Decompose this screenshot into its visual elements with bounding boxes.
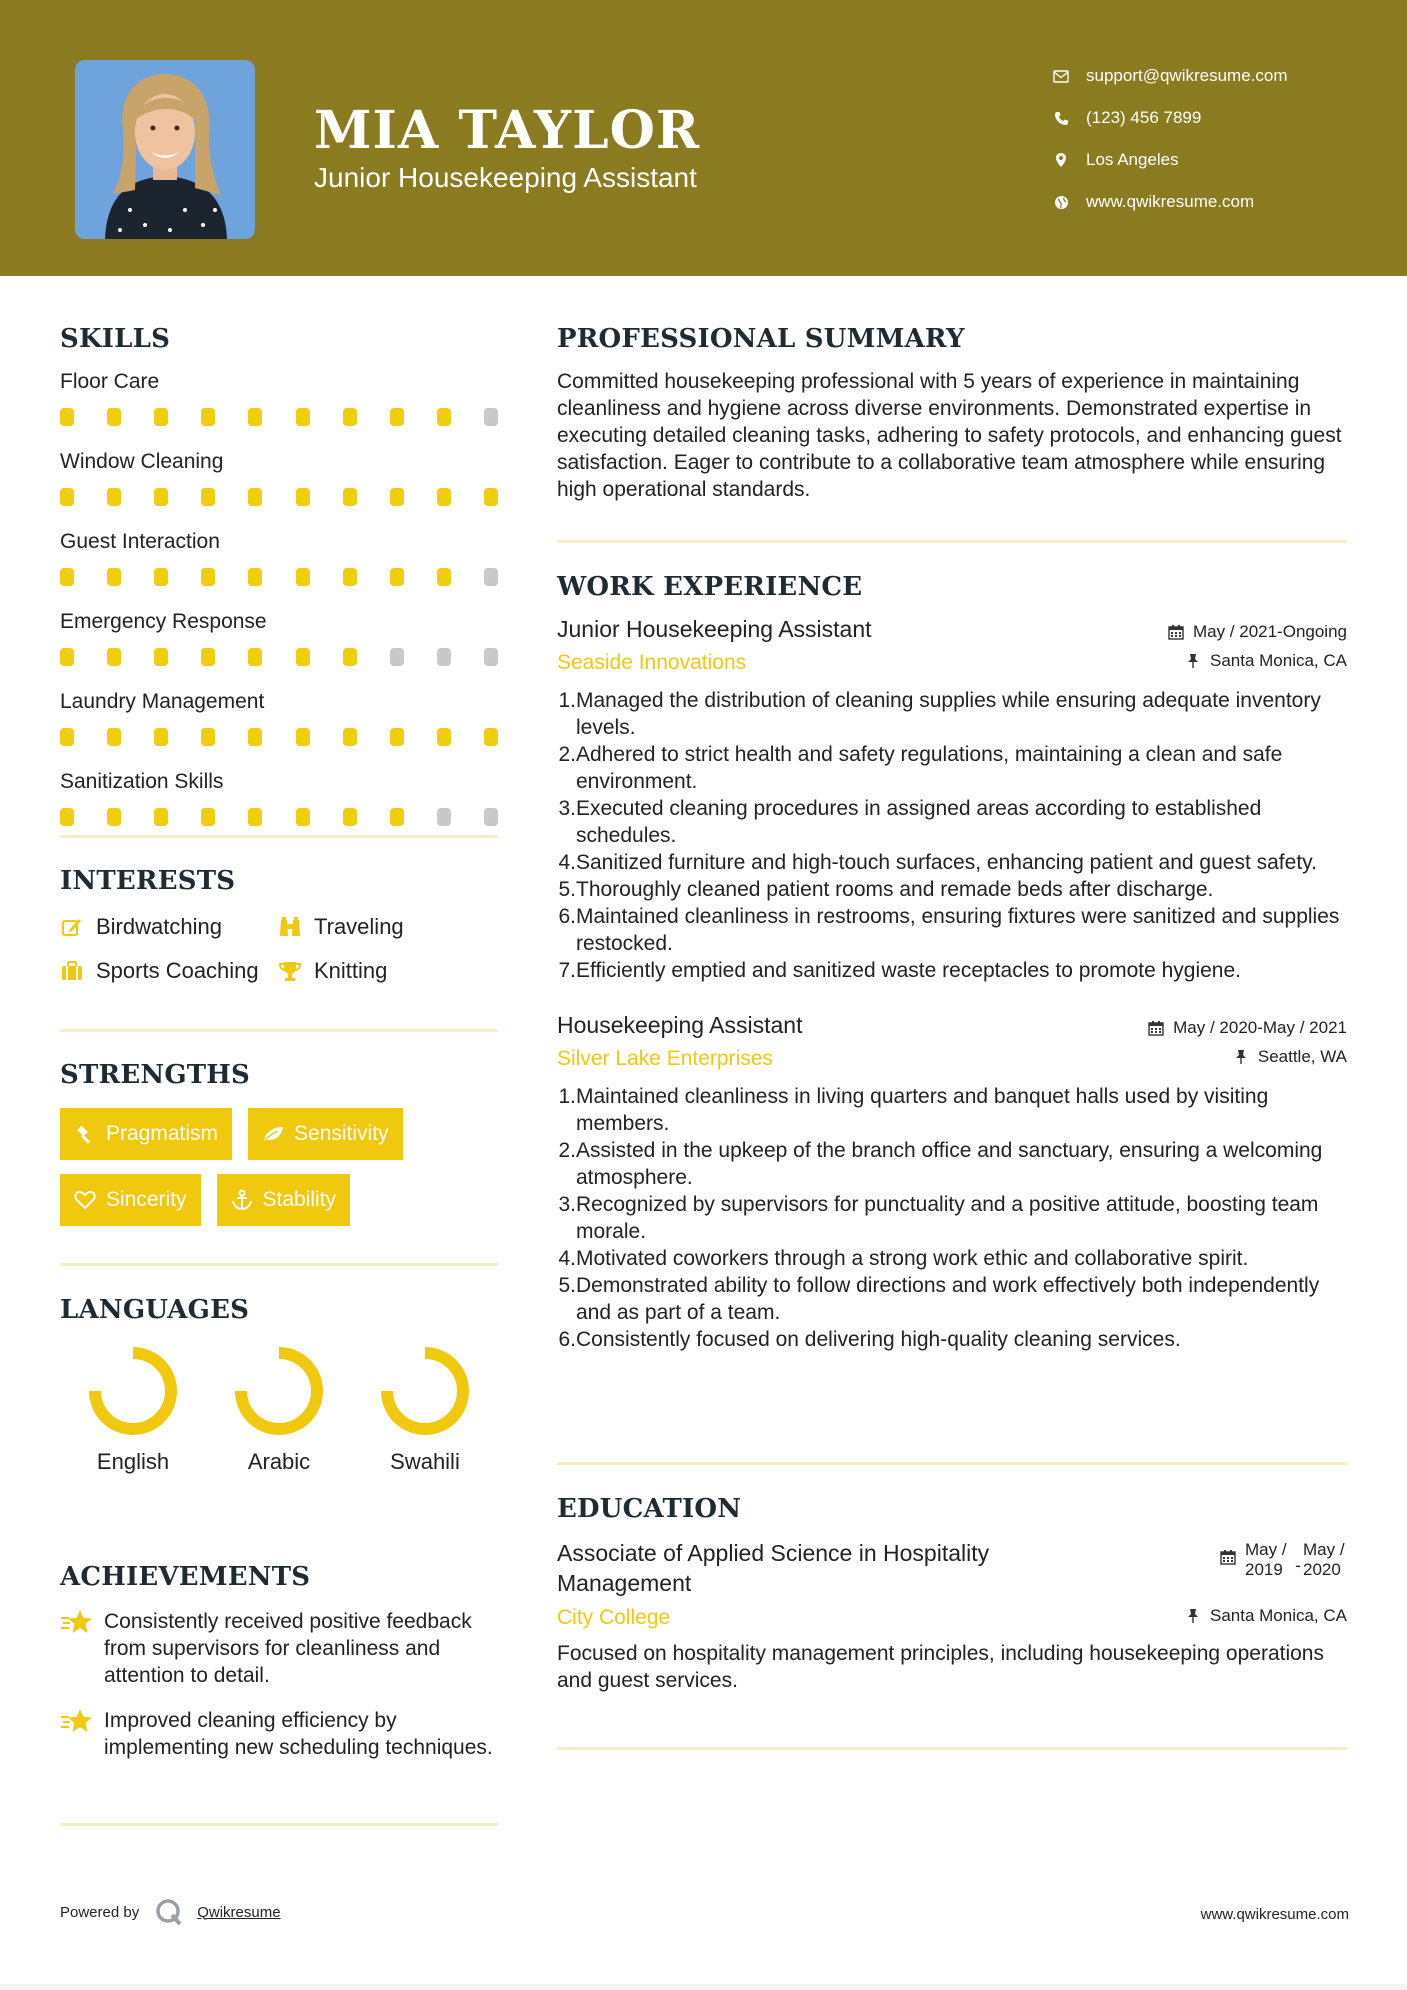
- job-entry: [557, 1012, 1347, 1353]
- job-bullet: [557, 1191, 1347, 1245]
- job-dates-text: May / 2021-Ongoing: [1192, 622, 1347, 641]
- edu-date-dash: -: [1295, 1556, 1301, 1575]
- contact-email[interactable]: [1050, 55, 1288, 97]
- school-name: City College: [557, 1606, 671, 1629]
- pushpin-icon: [1232, 1048, 1250, 1066]
- languages-list: [60, 1345, 498, 1475]
- rating-dot-filled: [390, 808, 404, 826]
- job-location: [1232, 1047, 1347, 1067]
- skill-rating: [60, 488, 498, 506]
- education-dates: [1219, 1540, 1347, 1580]
- degree-line: Associate of Applied Science in Hospitality: [557, 1540, 990, 1566]
- interest-item: [278, 914, 498, 940]
- job-bullet: [557, 1083, 1347, 1137]
- job-bullet: [557, 1272, 1347, 1326]
- strength-label: Sincerity: [106, 1188, 187, 1211]
- skill-item: [60, 448, 498, 506]
- bullet-number: 2.: [558, 743, 576, 766]
- job-bullet: [557, 687, 1347, 741]
- strength-tag: [248, 1108, 403, 1160]
- rating-dot-filled: [390, 728, 404, 746]
- job-subheader: [557, 651, 1347, 675]
- rating-dot-filled: [343, 408, 357, 426]
- rating-dot-filled: [390, 408, 404, 426]
- summary-section: [557, 324, 1347, 503]
- rating-dot-empty: [437, 648, 451, 666]
- job-location-text: Seattle, WA: [1257, 1047, 1347, 1066]
- degree-name: [557, 1538, 989, 1598]
- resume-header: [0, 0, 1407, 276]
- language-name: Swahili: [390, 1449, 460, 1474]
- rating-dot-filled: [343, 488, 357, 506]
- rating-dot-filled: [484, 488, 498, 506]
- language-name: Arabic: [247, 1449, 311, 1474]
- phone-icon: [1050, 107, 1072, 129]
- rating-dot-filled: [343, 808, 357, 826]
- gavel-icon: [74, 1123, 96, 1145]
- strength-tag: [217, 1174, 351, 1226]
- skill-item: [60, 368, 498, 426]
- calendar-icon: [1147, 1019, 1165, 1037]
- rating-dot-filled: [201, 568, 215, 586]
- qwikresume-link[interactable]: Qwikresume: [197, 1903, 281, 1921]
- pushpin-icon: [1184, 1607, 1202, 1625]
- anchor-icon: [231, 1189, 253, 1211]
- skill-rating: [60, 728, 498, 746]
- job-dates: [1147, 1018, 1347, 1038]
- education-description: Focused on hospitality management principles, including housekeeping operations and guest services.: [557, 1642, 1324, 1692]
- rating-dot-filled: [437, 568, 451, 586]
- strengths-list: [60, 1108, 498, 1226]
- strength-label: Stability: [262, 1188, 337, 1211]
- skill-name: Sanitization Skills: [60, 770, 224, 793]
- leaf-icon: [262, 1123, 284, 1145]
- bullet-text: Executed cleaning procedures in assigned areas according to established schedules.: [576, 797, 1262, 847]
- bullet-text: Consistently focused on delivering high-quality cleaning services.: [576, 1328, 1181, 1351]
- interest-item: [60, 958, 278, 984]
- language-ring: [233, 1345, 325, 1437]
- company-name: Seaside Innovations: [557, 651, 747, 674]
- languages-heading: LANGUAGES: [60, 1295, 250, 1325]
- binoculars-icon: [278, 915, 302, 939]
- rating-dot-filled: [248, 648, 262, 666]
- achievement-item: [60, 1707, 498, 1761]
- bullet-text: Recognized by supervisors for punctuality and a positive attitude, boosting team morale.: [576, 1193, 1319, 1243]
- rating-dot-filled: [248, 728, 262, 746]
- summary-text: Committed housekeeping professional with 5 years of experience in maintaining cleanliness and hygiene across diverse environments. Demonstrated expertise in executing detailed cleaning tasks, adhering to safety protocols, and enhancing guest satisfaction. Eager to contribute to a collaborative team atmosphere while ensuring high operational standards.: [557, 370, 1342, 501]
- job-role: Junior Housekeeping Assistant: [557, 616, 872, 642]
- interests-heading: INTERESTS: [60, 866, 236, 896]
- rating-dot-filled: [248, 568, 262, 586]
- rating-dot-filled: [60, 568, 74, 586]
- language-ring-arc: [387, 1353, 463, 1429]
- interest-label: Traveling: [314, 914, 404, 939]
- rating-dot-filled: [154, 728, 168, 746]
- job-bullets: [557, 1083, 1347, 1353]
- strength-tag: [60, 1174, 201, 1226]
- skills-heading: SKILLS: [60, 324, 171, 354]
- edu-end-year: 2020: [1303, 1560, 1341, 1579]
- summary-heading: PROFESSIONAL SUMMARY: [557, 324, 965, 354]
- bullet-text: Maintained cleanliness in living quarters and banquet halls used by visiting members.: [576, 1085, 1269, 1135]
- job-bullets: [557, 687, 1347, 984]
- education-heading: EDUCATION: [557, 1494, 742, 1524]
- edu-start: [1245, 1540, 1293, 1580]
- rating-dot-filled: [107, 488, 121, 506]
- company-name: Silver Lake Enterprises: [557, 1047, 773, 1070]
- job-header: [557, 616, 1347, 643]
- edu-start-year: 2019: [1245, 1560, 1283, 1579]
- globe-icon: [1050, 191, 1072, 213]
- job-bullet: [557, 903, 1347, 957]
- bullet-number: 6.: [558, 905, 576, 928]
- rating-dot-filled: [154, 648, 168, 666]
- strengths-heading: STRENGTHS: [60, 1060, 251, 1090]
- contact-location-text: Los Angeles: [1086, 150, 1179, 169]
- bullet-text: Demonstrated ability to follow directions and work effectively both independently and as part of a team.: [576, 1274, 1320, 1324]
- rating-dot-filled: [60, 728, 74, 746]
- rating-dot-filled: [390, 568, 404, 586]
- skill-item: [60, 608, 498, 666]
- language-item: [352, 1345, 498, 1475]
- rating-dot-filled: [201, 488, 215, 506]
- rating-dot-empty: [437, 808, 451, 826]
- powered-by-text: Powered by: [60, 1903, 140, 1921]
- education-location-text: Santa Monica, CA: [1209, 1606, 1347, 1625]
- languages-section: [60, 1295, 498, 1475]
- interest-item: [278, 958, 498, 984]
- rating-dot-filled: [154, 568, 168, 586]
- rating-dot-filled: [437, 488, 451, 506]
- job-bullet: [557, 957, 1347, 984]
- language-ring-arc: [95, 1353, 171, 1429]
- bullet-number: 5.: [558, 878, 576, 901]
- bullet-text: Adhered to strict health and safety regulations, maintaining a clean and safe environment.: [576, 743, 1283, 793]
- job-bullet: [557, 849, 1347, 876]
- section-divider: [60, 1029, 498, 1032]
- section-divider: [557, 540, 1347, 543]
- briefcase-icon: [60, 959, 84, 983]
- rating-dot-empty: [390, 648, 404, 666]
- rating-dot-filled: [201, 728, 215, 746]
- section-divider: [557, 1747, 1347, 1750]
- interest-item: [60, 914, 278, 940]
- rating-dot-filled: [201, 648, 215, 666]
- language-name: English: [96, 1449, 170, 1474]
- rating-dot-filled: [296, 408, 310, 426]
- language-item: [60, 1345, 206, 1475]
- rating-dot-filled: [60, 648, 74, 666]
- star-icon: [60, 1707, 94, 1735]
- qwikresume-logo-icon: [155, 1898, 183, 1926]
- calendar-icon: [1219, 1548, 1237, 1566]
- achievements-heading: ACHIEVEMENTS: [60, 1562, 311, 1592]
- bullet-number: 2.: [558, 1139, 576, 1162]
- contact-email-text: support@qwikresume.com: [1086, 66, 1288, 85]
- rating-dot-filled: [107, 808, 121, 826]
- bullet-number: 3.: [558, 1193, 576, 1216]
- job-bullet: [557, 876, 1347, 903]
- job-bullet: [557, 741, 1347, 795]
- rating-dot-filled: [296, 568, 310, 586]
- bullet-number: 4.: [558, 1247, 576, 1270]
- achievements-section: [60, 1562, 498, 1761]
- language-ring: [379, 1345, 471, 1437]
- job-subheader: [557, 1047, 1347, 1071]
- edu-start-month: May /: [1245, 1540, 1287, 1559]
- rating-dot-empty: [484, 648, 498, 666]
- rating-dot-filled: [60, 488, 74, 506]
- rating-dot-filled: [390, 488, 404, 506]
- strength-label: Pragmatism: [106, 1122, 219, 1145]
- interests-list: [60, 914, 498, 984]
- skills-section: [60, 324, 498, 826]
- rating-dot-filled: [437, 408, 451, 426]
- achievement-text: Improved cleaning efficiency by implementing new scheduling techniques.: [104, 1709, 493, 1759]
- bullet-number: 4.: [558, 851, 576, 874]
- trophy-icon: [278, 959, 302, 983]
- rating-dot-empty: [484, 808, 498, 826]
- degree-line: Management: [557, 1570, 692, 1596]
- bullet-text: Thoroughly cleaned patient rooms and remade beds after discharge.: [576, 878, 1214, 901]
- skill-item: [60, 688, 498, 746]
- strength-label: Sensitivity: [294, 1122, 389, 1145]
- bullet-text: Managed the distribution of cleaning supplies while ensuring adequate inventory levels.: [576, 689, 1321, 739]
- rating-dot-filled: [437, 728, 451, 746]
- pencil-icon: [60, 915, 84, 939]
- rating-dot-filled: [248, 408, 262, 426]
- bullet-number: 1.: [558, 689, 576, 712]
- candidate-title: Junior Housekeeping Assistant: [314, 162, 697, 193]
- job-entry: [557, 616, 1347, 984]
- rating-dot-filled: [154, 808, 168, 826]
- language-ring-arc: [241, 1353, 317, 1429]
- achievement-text: Consistently received positive feedback from supervisors for cleanliness and attention to detail.: [104, 1610, 472, 1687]
- rating-dot-filled: [201, 408, 215, 426]
- interests-section: [60, 866, 498, 984]
- bullet-text: Maintained cleanliness in restrooms, ensuring fixtures were sanitized and supplies restocked.: [576, 905, 1340, 955]
- edu-end-month: May /: [1303, 1540, 1345, 1559]
- skill-rating: [60, 408, 498, 426]
- rating-dot-filled: [248, 488, 262, 506]
- section-divider: [60, 1823, 498, 1826]
- skill-name: Emergency Response: [60, 610, 267, 633]
- job-location: [1184, 651, 1347, 671]
- rating-dot-filled: [60, 408, 74, 426]
- education-location: [1184, 1606, 1347, 1626]
- rating-dot-empty: [484, 568, 498, 586]
- bullet-number: 1.: [558, 1085, 576, 1108]
- bullet-text: Sanitized furniture and high-touch surfaces, enhancing patient and guest safety.: [576, 851, 1317, 874]
- contact-list: [1050, 55, 1288, 223]
- skills-list: [60, 368, 498, 826]
- interest-label: Knitting: [314, 958, 388, 983]
- rating-dot-filled: [343, 648, 357, 666]
- skill-name: Laundry Management: [60, 690, 265, 713]
- rating-dot-filled: [343, 568, 357, 586]
- skill-rating: [60, 568, 498, 586]
- job-role: Housekeeping Assistant: [557, 1012, 803, 1038]
- profile-photo: [75, 60, 255, 239]
- envelope-icon: [1050, 65, 1072, 87]
- rating-dot-filled: [154, 408, 168, 426]
- experience-heading: WORK EXPERIENCE: [557, 572, 863, 602]
- strengths-section: [60, 1060, 498, 1226]
- rating-dot-filled: [107, 408, 121, 426]
- rating-dot-filled: [296, 808, 310, 826]
- bullet-text: Efficiently emptied and sanitized waste receptacles to promote hygiene.: [576, 959, 1241, 982]
- rating-dot-filled: [201, 808, 215, 826]
- section-divider: [60, 835, 498, 838]
- strength-tag: [60, 1108, 232, 1160]
- skill-name: Window Cleaning: [60, 450, 224, 473]
- job-dates: [1167, 622, 1347, 642]
- language-item: [206, 1345, 352, 1475]
- skill-item: [60, 768, 498, 826]
- bullet-text: Assisted in the upkeep of the branch office and sanctuary, ensuring a welcoming atmosphere.: [576, 1139, 1323, 1189]
- experience-section: [557, 572, 1347, 1353]
- rating-dot-filled: [296, 648, 310, 666]
- heart-icon: [74, 1189, 96, 1211]
- job-location-text: Santa Monica, CA: [1209, 651, 1347, 670]
- rating-dot-filled: [107, 728, 121, 746]
- rating-dot-filled: [107, 568, 121, 586]
- star-icon: [60, 1608, 94, 1636]
- contact-phone[interactable]: [1050, 97, 1288, 139]
- edu-end: [1303, 1540, 1347, 1580]
- skill-item: [60, 528, 498, 586]
- education-header: [557, 1538, 1347, 1598]
- skill-name: Floor Care: [60, 370, 160, 393]
- skill-rating: [60, 648, 498, 666]
- page-bottom-strip: [0, 1984, 1407, 1990]
- skill-rating: [60, 808, 498, 826]
- rating-dot-filled: [484, 728, 498, 746]
- rating-dot-filled: [154, 488, 168, 506]
- bullet-number: 6.: [558, 1328, 576, 1351]
- section-divider: [557, 1462, 1347, 1465]
- language-ring: [87, 1345, 179, 1437]
- job-bullet: [557, 1326, 1347, 1353]
- job-header: [557, 1012, 1347, 1039]
- education-subheader: [557, 1606, 1347, 1630]
- calendar-icon: [1167, 623, 1185, 641]
- job-bullet: [557, 795, 1347, 849]
- interest-label: Sports Coaching: [96, 958, 259, 983]
- contact-website[interactable]: [1050, 181, 1288, 223]
- bullet-number: 3.: [558, 797, 576, 820]
- section-divider: [60, 1263, 498, 1266]
- rating-dot-filled: [343, 728, 357, 746]
- rating-dot-filled: [296, 728, 310, 746]
- rating-dot-filled: [60, 808, 74, 826]
- rating-dot-filled: [248, 808, 262, 826]
- rating-dot-filled: [107, 648, 121, 666]
- map-pin-icon: [1050, 149, 1072, 171]
- rating-dot-empty: [484, 408, 498, 426]
- bullet-number: 7.: [558, 959, 576, 982]
- footer-url[interactable]: www.qwikresume.com: [1200, 1906, 1349, 1923]
- skill-name: Guest Interaction: [60, 530, 220, 553]
- contact-website-text: www.qwikresume.com: [1086, 192, 1255, 211]
- job-bullet: [557, 1137, 1347, 1191]
- job-bullet: [557, 1245, 1347, 1272]
- bullet-number: 5.: [558, 1274, 576, 1297]
- education-section: [557, 1494, 1347, 1694]
- pushpin-icon: [1184, 652, 1202, 670]
- interest-label: Birdwatching: [96, 914, 222, 939]
- footer-branding: [60, 1898, 281, 1926]
- job-dates-text: May / 2020-May / 2021: [1173, 1018, 1347, 1037]
- rating-dot-filled: [296, 488, 310, 506]
- achievement-item: [60, 1608, 498, 1689]
- contact-phone-text: (123) 456 7899: [1086, 108, 1202, 127]
- bullet-text: Motivated coworkers through a strong work ethic and collaborative spirit.: [576, 1247, 1249, 1270]
- candidate-name: MIA TAYLOR: [314, 100, 701, 161]
- contact-location: [1050, 139, 1288, 181]
